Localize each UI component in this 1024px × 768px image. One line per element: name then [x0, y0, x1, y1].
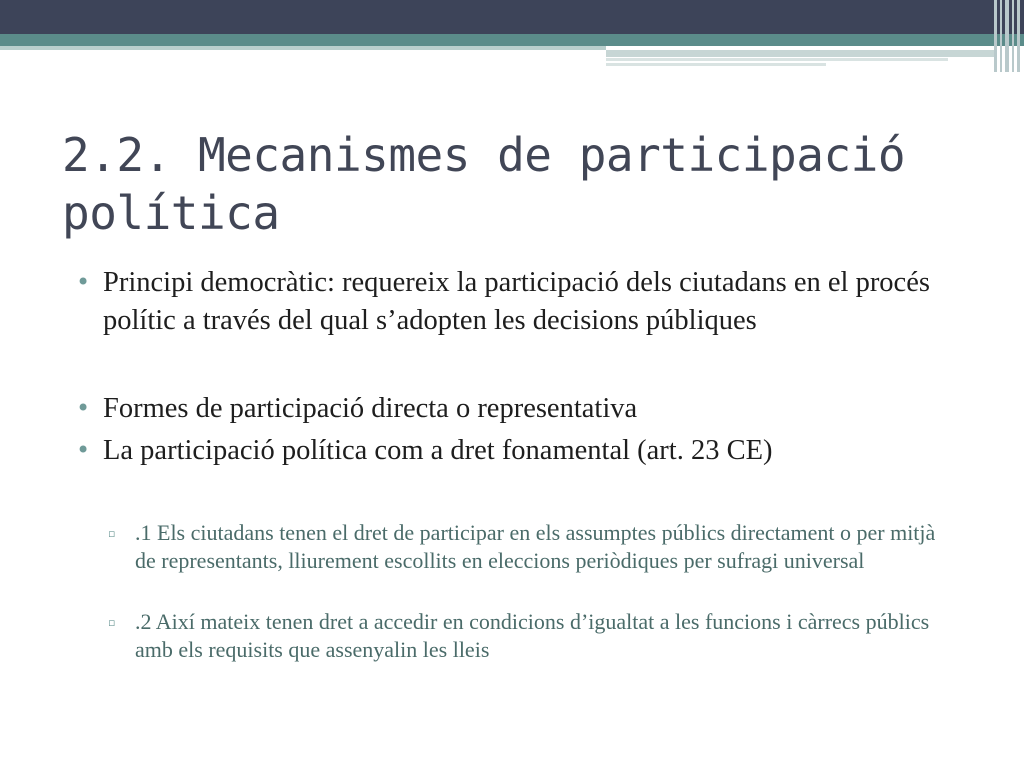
- slide-title: 2.2. Mecanismes de participació política: [62, 128, 906, 240]
- sub-bullet-text: .1 Els ciutadans tenen el dret de participar en els assumptes públics directament o per mitjà de representants, lliurement escollits en eleccions periòdiques per sufragi universal: [135, 520, 936, 573]
- sub-bullet-marker: ▫: [108, 527, 116, 540]
- sub-bullet-item: [108, 519, 938, 575]
- bullet-text: La participació política com a dret fonamental (art. 23 CE): [103, 435, 773, 466]
- bullet-marker: •: [76, 436, 91, 464]
- sub-bullet-item: [108, 608, 938, 664]
- bullet-text: Formes de participació directa o representativa: [103, 393, 638, 424]
- bullet-marker: •: [76, 394, 91, 422]
- sub-bullet-marker: ▫: [108, 616, 116, 629]
- bullet-item: [76, 264, 946, 339]
- sub-bullet-text: .2 Així mateix tenen dret a accedir en condicions d’igualtat a les funcions i càrrecs públics amb els requisits que assenyalin les lleis: [135, 609, 930, 662]
- bullet-text: Principi democràtic: requereix la participació dels ciutadans en el procés polític a través del qual s’adopten les decisions públiques: [103, 267, 930, 336]
- bullet-item: [76, 390, 946, 428]
- bullet-marker: •: [76, 268, 91, 296]
- bullet-item: [76, 432, 946, 470]
